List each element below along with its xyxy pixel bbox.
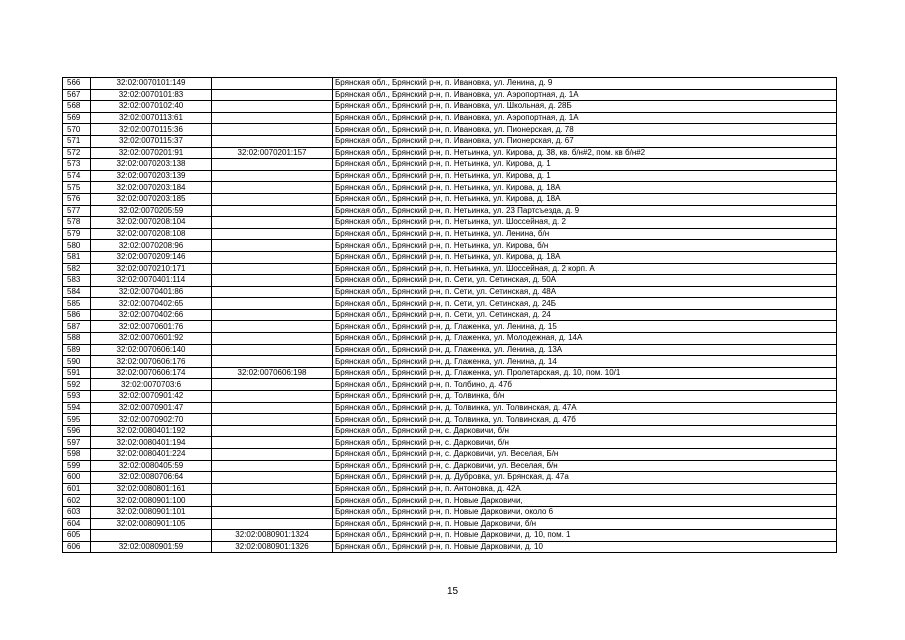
table-row xyxy=(63,217,837,229)
linked-cadastral-number-cell xyxy=(212,205,333,217)
table-row xyxy=(63,379,837,391)
row-number-cell: 584 xyxy=(63,286,91,298)
cadastral-number-cell xyxy=(91,530,212,542)
address-cell: Брянская обл., Брянский р-н, п. Нетьинка, ул. 23 Партсъезда, д. 9 xyxy=(333,205,837,217)
linked-cadastral-number-cell xyxy=(212,135,333,147)
address-cell: Брянская обл., Брянский р-н, п. Нетьинка, ул. Шоссейная, д. 2 корп. А xyxy=(333,263,837,275)
cadastral-number-cell: 32:02:0080801:161 xyxy=(91,483,212,495)
linked-cadastral-number-cell xyxy=(212,309,333,321)
row-number-cell: 577 xyxy=(63,205,91,217)
row-number-cell: 580 xyxy=(63,240,91,252)
address-cell: Брянская обл., Брянский р-н, п. Нетьинка, ул. Кирова, б/н xyxy=(333,240,837,252)
row-number-cell: 569 xyxy=(63,112,91,124)
row-number-cell: 574 xyxy=(63,170,91,182)
address-cell: Брянская обл., Брянский р-н, с. Дарковичи, ул. Веселая, Б/н xyxy=(333,449,837,461)
row-number-cell: 587 xyxy=(63,321,91,333)
cadastral-number-cell: 32:02:0070208:96 xyxy=(91,240,212,252)
linked-cadastral-number-cell xyxy=(212,101,333,113)
address-cell: Брянская обл., Брянский р-н, д. Глаженка, ул. Ленина, д. 13А xyxy=(333,344,837,356)
table-row xyxy=(63,425,837,437)
table-row xyxy=(63,309,837,321)
cadastral-number-cell: 32:02:0080401:194 xyxy=(91,437,212,449)
row-number-cell: 586 xyxy=(63,309,91,321)
row-number-cell: 582 xyxy=(63,263,91,275)
row-number-cell: 571 xyxy=(63,135,91,147)
cadastral-number-cell: 32:02:0080901:100 xyxy=(91,495,212,507)
table-row xyxy=(63,298,837,310)
cadastral-number-cell: 32:02:0080706:64 xyxy=(91,472,212,484)
row-number-cell: 600 xyxy=(63,472,91,484)
address-cell: Брянская обл., Брянский р-н, п. Новые Дарковичи, xyxy=(333,495,837,507)
linked-cadastral-number-cell xyxy=(212,483,333,495)
row-number-cell: 583 xyxy=(63,275,91,287)
cadastral-number-cell: 32:02:0070209:146 xyxy=(91,251,212,263)
linked-cadastral-number-cell xyxy=(212,391,333,403)
linked-cadastral-number-cell xyxy=(212,414,333,426)
linked-cadastral-number-cell xyxy=(212,449,333,461)
linked-cadastral-number-cell xyxy=(212,333,333,345)
table-row xyxy=(63,449,837,461)
table-row xyxy=(63,333,837,345)
row-number-cell: 575 xyxy=(63,182,91,194)
row-number-cell: 603 xyxy=(63,506,91,518)
property-register-table xyxy=(62,77,837,553)
row-number-cell: 589 xyxy=(63,344,91,356)
table-row xyxy=(63,193,837,205)
linked-cadastral-number-cell xyxy=(212,159,333,171)
linked-cadastral-number-cell: 32:02:0080901:1326 xyxy=(212,541,333,553)
table-row xyxy=(63,147,837,159)
table-row xyxy=(63,356,837,368)
table-row xyxy=(63,135,837,147)
linked-cadastral-number-cell xyxy=(212,379,333,391)
linked-cadastral-number-cell: 32:02:0070606:198 xyxy=(212,367,333,379)
linked-cadastral-number-cell xyxy=(212,124,333,136)
row-number-cell: 597 xyxy=(63,437,91,449)
cadastral-number-cell: 32:02:0070115:36 xyxy=(91,124,212,136)
cadastral-number-cell: 32:02:0070703:6 xyxy=(91,379,212,391)
table-row xyxy=(63,170,837,182)
table-row xyxy=(63,286,837,298)
address-cell: Брянская обл., Брянский р-н, п. Нетьинка, ул. Кирова, д. 1 xyxy=(333,159,837,171)
cadastral-number-cell: 32:02:0070208:108 xyxy=(91,228,212,240)
cadastral-number-cell: 32:02:0070901:42 xyxy=(91,391,212,403)
table-row xyxy=(63,101,837,113)
cadastral-number-cell: 32:02:0070203:138 xyxy=(91,159,212,171)
address-cell: Брянская обл., Брянский р-н, п. Нетьинка, ул. Кирова, д. 38, кв. б/н#2, пом. кв б/н#2 xyxy=(333,147,837,159)
table-row xyxy=(63,124,837,136)
row-number-cell: 581 xyxy=(63,251,91,263)
cadastral-number-cell: 32:02:0070115:37 xyxy=(91,135,212,147)
cadastral-number-cell: 32:02:0070201:91 xyxy=(91,147,212,159)
row-number-cell: 578 xyxy=(63,217,91,229)
cadastral-number-cell: 32:02:0070203:185 xyxy=(91,193,212,205)
address-cell: Брянская обл., Брянский р-н, п. Ивановка, ул. Аэропортная, д. 1А xyxy=(333,89,837,101)
address-cell: Брянская обл., Брянский р-н, п. Нетьинка, ул. Ленина, б/н xyxy=(333,228,837,240)
linked-cadastral-number-cell: 32:02:0070201:157 xyxy=(212,147,333,159)
address-cell: Брянская обл., Брянский р-н, д. Глаженка, ул. Ленина, д. 14 xyxy=(333,356,837,368)
table-row xyxy=(63,251,837,263)
address-cell: Брянская обл., Брянский р-н, д. Толвинка, б/н xyxy=(333,391,837,403)
row-number-cell: 605 xyxy=(63,530,91,542)
linked-cadastral-number-cell xyxy=(212,472,333,484)
linked-cadastral-number-cell xyxy=(212,460,333,472)
linked-cadastral-number-cell xyxy=(212,402,333,414)
address-cell: Брянская обл., Брянский р-н, д. Толвинка, ул. Толвинская, д. 47б xyxy=(333,414,837,426)
address-cell: Брянская обл., Брянский р-н, д. Глаженка, ул. Ленина, д. 15 xyxy=(333,321,837,333)
address-cell: Брянская обл., Брянский р-н, п. Сети, ул. Сетинская, д. 48А xyxy=(333,286,837,298)
address-cell: Брянская обл., Брянский р-н, п. Антоновка, д. 42А xyxy=(333,483,837,495)
cadastral-number-cell: 32:02:0070102:40 xyxy=(91,101,212,113)
table-row xyxy=(63,391,837,403)
row-number-cell: 579 xyxy=(63,228,91,240)
table-row xyxy=(63,460,837,472)
row-number-cell: 576 xyxy=(63,193,91,205)
linked-cadastral-number-cell xyxy=(212,425,333,437)
row-number-cell: 604 xyxy=(63,518,91,530)
row-number-cell: 590 xyxy=(63,356,91,368)
linked-cadastral-number-cell xyxy=(212,286,333,298)
table-row xyxy=(63,89,837,101)
cadastral-number-cell: 32:02:0080901:105 xyxy=(91,518,212,530)
table-row xyxy=(63,483,837,495)
cadastral-number-cell: 32:02:0070606:176 xyxy=(91,356,212,368)
linked-cadastral-number-cell xyxy=(212,275,333,287)
cadastral-number-cell: 32:02:0070901:47 xyxy=(91,402,212,414)
address-cell: Брянская обл., Брянский р-н, с. Дарковичи, ул. Веселая, б/н xyxy=(333,460,837,472)
table-row xyxy=(63,263,837,275)
address-cell: Брянская обл., Брянский р-н, п. Нетьинка, ул. Кирова, д. 1 xyxy=(333,170,837,182)
address-cell: Брянская обл., Брянский р-н, с. Дарковичи, б/н xyxy=(333,437,837,449)
address-cell: Брянская обл., Брянский р-н, п. Нетьинка, ул. Кирова, д. 18А xyxy=(333,193,837,205)
address-cell: Брянская обл., Брянский р-н, с. Дарковичи, б/н xyxy=(333,425,837,437)
address-cell: Брянская обл., Брянский р-н, п. Сети, ул. Сетинская, д. 24 xyxy=(333,309,837,321)
row-number-cell: 591 xyxy=(63,367,91,379)
row-number-cell: 594 xyxy=(63,402,91,414)
address-cell: Брянская обл., Брянский р-н, п. Сети, ул. Сетинская, д. 24Б xyxy=(333,298,837,310)
register-body xyxy=(63,78,837,553)
cadastral-number-cell: 32:02:0070205:59 xyxy=(91,205,212,217)
address-cell: Брянская обл., Брянский р-н, п. Нетьинка, ул. Кирова, д. 18А xyxy=(333,182,837,194)
row-number-cell: 593 xyxy=(63,391,91,403)
cadastral-number-cell: 32:02:0070203:184 xyxy=(91,182,212,194)
address-cell: Брянская обл., Брянский р-н, д. Глаженка, ул. Пролетарская, д. 10, пом. 10/1 xyxy=(333,367,837,379)
linked-cadastral-number-cell xyxy=(212,112,333,124)
address-cell: Брянская обл., Брянский р-н, д. Дубровка, ул. Брянская, д. 47а xyxy=(333,472,837,484)
address-cell: Брянская обл., Брянский р-н, д. Глаженка, ул. Молодежная, д. 14А xyxy=(333,333,837,345)
linked-cadastral-number-cell xyxy=(212,344,333,356)
cadastral-number-cell: 32:02:0070402:66 xyxy=(91,309,212,321)
table-row xyxy=(63,240,837,252)
cadastral-number-cell: 32:02:0080401:224 xyxy=(91,449,212,461)
table-row xyxy=(63,321,837,333)
cadastral-number-cell: 32:02:0080405:59 xyxy=(91,460,212,472)
table-row xyxy=(63,506,837,518)
address-cell: Брянская обл., Брянский р-н, п. Нетьинка, ул. Шоссейная, д. 2 xyxy=(333,217,837,229)
address-cell: Брянская обл., Брянский р-н, п. Ивановка, ул. Ленина, д. 9 xyxy=(333,78,837,90)
table-row xyxy=(63,182,837,194)
address-cell: Брянская обл., Брянский р-н, п. Ивановка, ул. Школьная, д. 28Б xyxy=(333,101,837,113)
table-row xyxy=(63,344,837,356)
address-cell: Брянская обл., Брянский р-н, п. Толбино, д. 47б xyxy=(333,379,837,391)
table-row xyxy=(63,541,837,553)
linked-cadastral-number-cell xyxy=(212,217,333,229)
table-row xyxy=(63,472,837,484)
address-cell: Брянская обл., Брянский р-н, п. Ивановка, ул. Пионерская, д. 67 xyxy=(333,135,837,147)
cadastral-number-cell: 32:02:0070401:86 xyxy=(91,286,212,298)
page-number: 15 xyxy=(446,586,459,597)
row-number-cell: 573 xyxy=(63,159,91,171)
address-cell: Брянская обл., Брянский р-н, п. Новые Дарковичи, б/н xyxy=(333,518,837,530)
address-cell: Брянская обл., Брянский р-н, п. Новые Дарковичи, около 6 xyxy=(333,506,837,518)
table-row xyxy=(63,228,837,240)
cadastral-number-cell: 32:02:0080901:101 xyxy=(91,506,212,518)
row-number-cell: 588 xyxy=(63,333,91,345)
linked-cadastral-number-cell: 32:02:0080901:1324 xyxy=(212,530,333,542)
row-number-cell: 570 xyxy=(63,124,91,136)
table-row xyxy=(63,112,837,124)
linked-cadastral-number-cell xyxy=(212,356,333,368)
address-cell: Брянская обл., Брянский р-н, п. Новые Дарковичи, д. 10 xyxy=(333,541,837,553)
linked-cadastral-number-cell xyxy=(212,263,333,275)
cadastral-number-cell: 32:02:0070601:92 xyxy=(91,333,212,345)
table-row xyxy=(63,530,837,542)
linked-cadastral-number-cell xyxy=(212,170,333,182)
row-number-cell: 596 xyxy=(63,425,91,437)
address-cell: Брянская обл., Брянский р-н, п. Нетьинка, ул. Кирова, д. 18А xyxy=(333,251,837,263)
linked-cadastral-number-cell xyxy=(212,193,333,205)
table-row xyxy=(63,275,837,287)
row-number-cell: 601 xyxy=(63,483,91,495)
table-row xyxy=(63,518,837,530)
cadastral-number-cell: 32:02:0070101:83 xyxy=(91,89,212,101)
cadastral-number-cell: 32:02:0080901:59 xyxy=(91,541,212,553)
row-number-cell: 585 xyxy=(63,298,91,310)
table-row xyxy=(63,78,837,90)
linked-cadastral-number-cell xyxy=(212,495,333,507)
linked-cadastral-number-cell xyxy=(212,518,333,530)
table-row xyxy=(63,367,837,379)
table-row xyxy=(63,159,837,171)
row-number-cell: 595 xyxy=(63,414,91,426)
address-cell: Брянская обл., Брянский р-н, д. Толвинка, ул. Толвинская, д. 47А xyxy=(333,402,837,414)
address-cell: Брянская обл., Брянский р-н, п. Ивановка, ул. Аэропортная, д. 1А xyxy=(333,112,837,124)
cadastral-number-cell: 32:02:0080401:192 xyxy=(91,425,212,437)
cadastral-number-cell: 32:02:0070203:139 xyxy=(91,170,212,182)
address-cell: Брянская обл., Брянский р-н, п. Новые Дарковичи, д. 10, пом. 1 xyxy=(333,530,837,542)
linked-cadastral-number-cell xyxy=(212,321,333,333)
linked-cadastral-number-cell xyxy=(212,251,333,263)
cadastral-number-cell: 32:02:0070601:76 xyxy=(91,321,212,333)
cadastral-number-cell: 32:02:0070902:70 xyxy=(91,414,212,426)
row-number-cell: 599 xyxy=(63,460,91,472)
cadastral-number-cell: 32:02:0070401:114 xyxy=(91,275,212,287)
address-cell: Брянская обл., Брянский р-н, п. Ивановка, ул. Пионерская, д. 78 xyxy=(333,124,837,136)
row-number-cell: 566 xyxy=(63,78,91,90)
cadastral-number-cell: 32:02:0070606:140 xyxy=(91,344,212,356)
cadastral-number-cell: 32:02:0070210:171 xyxy=(91,263,212,275)
table-row xyxy=(63,495,837,507)
cadastral-number-cell: 32:02:0070113:61 xyxy=(91,112,212,124)
table-row xyxy=(63,414,837,426)
row-number-cell: 568 xyxy=(63,101,91,113)
linked-cadastral-number-cell xyxy=(212,506,333,518)
linked-cadastral-number-cell xyxy=(212,240,333,252)
address-cell: Брянская обл., Брянский р-н, п. Сети, ул. Сетинская, д. 50А xyxy=(333,275,837,287)
row-number-cell: 592 xyxy=(63,379,91,391)
linked-cadastral-number-cell xyxy=(212,228,333,240)
linked-cadastral-number-cell xyxy=(212,298,333,310)
row-number-cell: 606 xyxy=(63,541,91,553)
row-number-cell: 598 xyxy=(63,449,91,461)
linked-cadastral-number-cell xyxy=(212,78,333,90)
row-number-cell: 572 xyxy=(63,147,91,159)
cadastral-number-cell: 32:02:0070402:65 xyxy=(91,298,212,310)
table-row xyxy=(63,205,837,217)
row-number-cell: 602 xyxy=(63,495,91,507)
linked-cadastral-number-cell xyxy=(212,182,333,194)
row-number-cell: 567 xyxy=(63,89,91,101)
linked-cadastral-number-cell xyxy=(212,437,333,449)
table-row xyxy=(63,402,837,414)
cadastral-number-cell: 32:02:0070101:149 xyxy=(91,78,212,90)
cadastral-number-cell: 32:02:0070606:174 xyxy=(91,367,212,379)
linked-cadastral-number-cell xyxy=(212,89,333,101)
table-row xyxy=(63,437,837,449)
cadastral-number-cell: 32:02:0070208:104 xyxy=(91,217,212,229)
